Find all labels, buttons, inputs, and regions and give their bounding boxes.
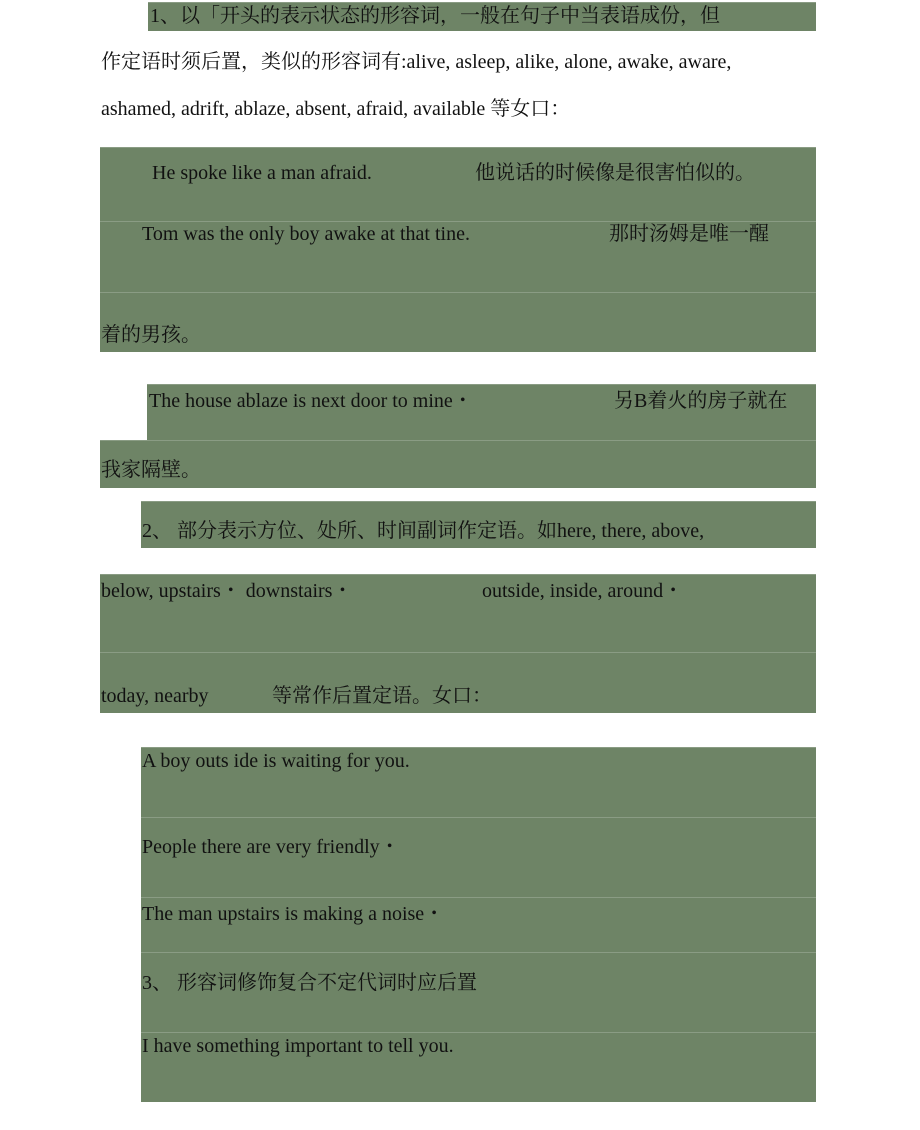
example-en: A boy outs ide is waiting for you.	[142, 750, 410, 772]
example-zh-continued: 着的男孩。	[101, 324, 201, 346]
example-en: People there are very friendly・	[142, 836, 400, 858]
section2-line2-right: outside, inside, around・	[482, 580, 684, 602]
section2-line2-left: below, upstairs・ downstairs・	[101, 580, 353, 602]
example-zh: 那时汤姆是唯一醒	[609, 223, 769, 245]
highlight-band	[100, 292, 816, 352]
example-en: The man upstairs is making a noise・	[142, 903, 445, 925]
section3-heading: 3、 形容词修饰复合不定代词时应后置	[142, 972, 477, 994]
section1-heading: 1、以「开头的表示状态的形容词，一般在句子中当表语成份，但	[150, 5, 720, 27]
example-en: Tom was the only boy awake at that tine.	[142, 223, 470, 245]
section1-line3: ashamed, adrift, ablaze, absent, afraid, available 等女口：	[101, 98, 571, 120]
highlight-band	[100, 440, 816, 488]
section2-heading: 2、 部分表示方位、处所、时间副词作定语。如here, there, above,	[142, 520, 705, 542]
example-en: I have something important to tell you.	[142, 1035, 454, 1057]
example-zh-continued: 我家隔壁。	[101, 459, 201, 481]
example-zh: 另B着火的房子就在	[614, 390, 788, 412]
section1-line2: 作定语时须后置，类似的形容词有:alive, asleep, alike, alone, awake, aware,	[101, 51, 732, 73]
example-en: The house ablaze is next door to mine・	[149, 390, 473, 412]
example-zh: 他说话的时候像是很害怕似的。	[475, 162, 755, 184]
section2-line3-right: 等常作后置定语。女口：	[272, 685, 492, 707]
example-en: He spoke like a man afraid.	[152, 162, 372, 184]
section2-line3-left: today, nearby	[101, 685, 209, 707]
